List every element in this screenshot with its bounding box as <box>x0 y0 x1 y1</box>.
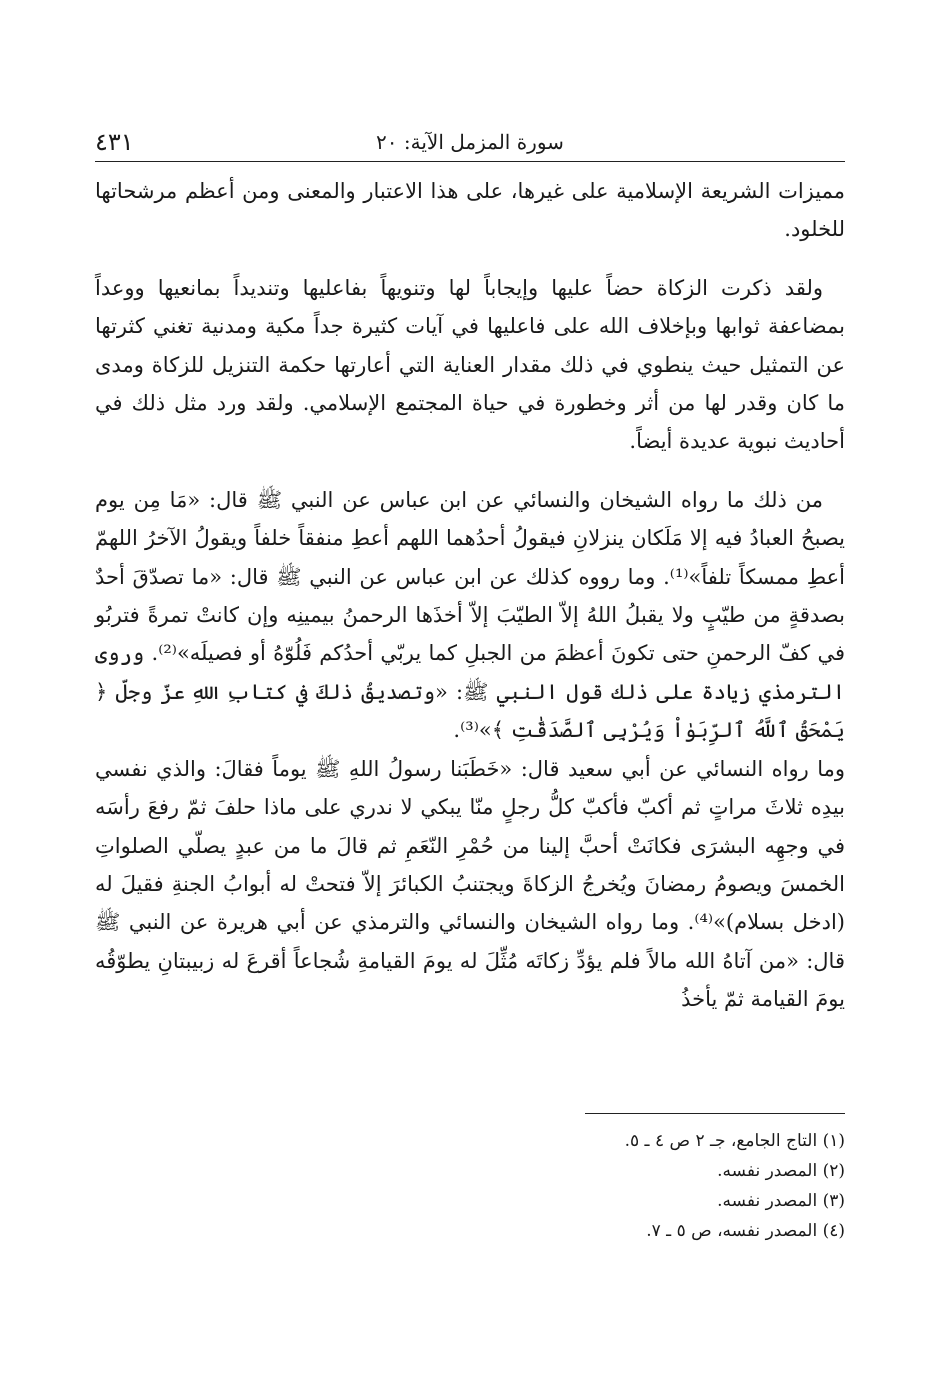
header-rule <box>95 161 845 162</box>
running-header <box>95 128 845 158</box>
paragraph-hadith-abu-said: وما رواه النسائي عن أبي سعيد قال: «خَطَبَنا رسولُ اللهِ ﷺ يوماً فقالَ: والذي نفسي بيدِه ثلاثَ مراتٍ ثم أكبّ فأكبّ كلُّ رجلٍ منّا يبكي لا ندري على ماذا حلفَ ثمّ رفعَ رأسَه في وجهِه البشرَى فكانَتْ أحبَّ إلينا من حُمْرِ النّعَمِ ثم قالَ ما من عبدٍ يصلّي الصلواتِ الخمسَ ويصومُ رمضانَ ويُخرجُ الزكاةَ ويجتنبُ الكبائرَ إلاّ فتحتْ له أبوابُ الجنةِ فقيلَ له (ادخل بسلام)»⁽⁴⁾. وما رواه الشيخان والنسائي والترمذي عن أبي هريرة عن النبي ﷺ قال: «من آتاهُ الله مالاً فلم يؤدِّ زكاتَه مُثِّلَ له يومَ القيامةِ شُجاعاً أقرعَ له زبيبتانِ يطوّقُه يومَ القيامة ثمّ يأخذُ <box>95 756 846 1012</box>
paragraph-continuation: مميزات الشريعة الإسلامية على غيرها، على هذا الاعتبار والمعنى ومن أعظم مرشحاتها للخلود. <box>95 179 845 242</box>
footnote-1: (١) التاج الجامع، جـ ٢ ص ٤ ـ ٥. <box>624 1131 845 1151</box>
paragraph-zakat-mentions: ولقد ذكرت الزكاة حضاً عليها وإيجاباً لها وتنويهاً بفاعليها وتنديداً بمانعيها ووعداً بمضاعفة ثوابها وبإخلاف الله على فاعليها في آيات كثيرة جداً مكية ومدنية تغني كثرتها عن التمثيل حيث ينطوي في ذلك مقدار العناية التي أعارتها حكمة التنزيل للزكاة ومدى ما كان وقدر لها من أثر وخطورة في حياة المجتمع الإسلامي. ولقد ورد مثل ذلك في أحاديث نبوية عديدة أيضاً. <box>95 275 845 454</box>
paragraph-hadith-ibn-abbas: من ذلك ما رواه الشيخان والنسائي عن ابن عباس عن النبي ﷺ قال: «مَا مِن يوم يصبحُ العبادُ فيه إلا مَلَكان ينزلانِ فيقولُ أحدُهما اللهم أعطِ منفقاً خلفاً ويقولُ الآخرُ اللهمّ أعطِ ممسكاً تلفاً»⁽¹⁾. وما رووه كذلك عن ابن عباس عن النبي ﷺ قال: «ما تصدّقَ أحدٌ بصدقةٍ من طيّبٍ ولا يقبلُ اللهُ إلاّ الطيّبَ إلاّ أخذَها الرحمنُ بيمينِه وإن كانتْ تمرةً فتربُو في كفّ الرحمنِ حتى تكونَ أعظمَ من الجبلِ كما يربّي أحدُكم فَلُوّهُ أو فصيلَه»⁽²⁾. وروى الترمذي زيادة على ذلك قول النبي ﷺ: «وتصديقُ ذلكَ في كتابِ اللهِ عزّ وجلّ ﴿ يَمْحَقُ ٱللَّهُ ٱلرِّبَوٰاْ وَيُرْبِى ٱلصَّدَقَٰتِ ﴾»⁽³⁾. <box>95 487 846 743</box>
book-page <box>95 0 845 1381</box>
body-text <box>95 172 845 1019</box>
footnote-rule <box>585 1113 845 1114</box>
footnote-2: (٢) المصدر نفسه. <box>717 1161 845 1181</box>
page-number: ٤٣١ <box>95 128 134 156</box>
footnotes <box>95 1126 845 1246</box>
running-title: سورة المزمل الآية: ٢٠ <box>376 130 564 154</box>
footnote-4: (٤) المصدر نفسه، ص ٥ ـ ٧. <box>646 1221 845 1241</box>
footnote-3: (٣) المصدر نفسه. <box>717 1191 845 1211</box>
